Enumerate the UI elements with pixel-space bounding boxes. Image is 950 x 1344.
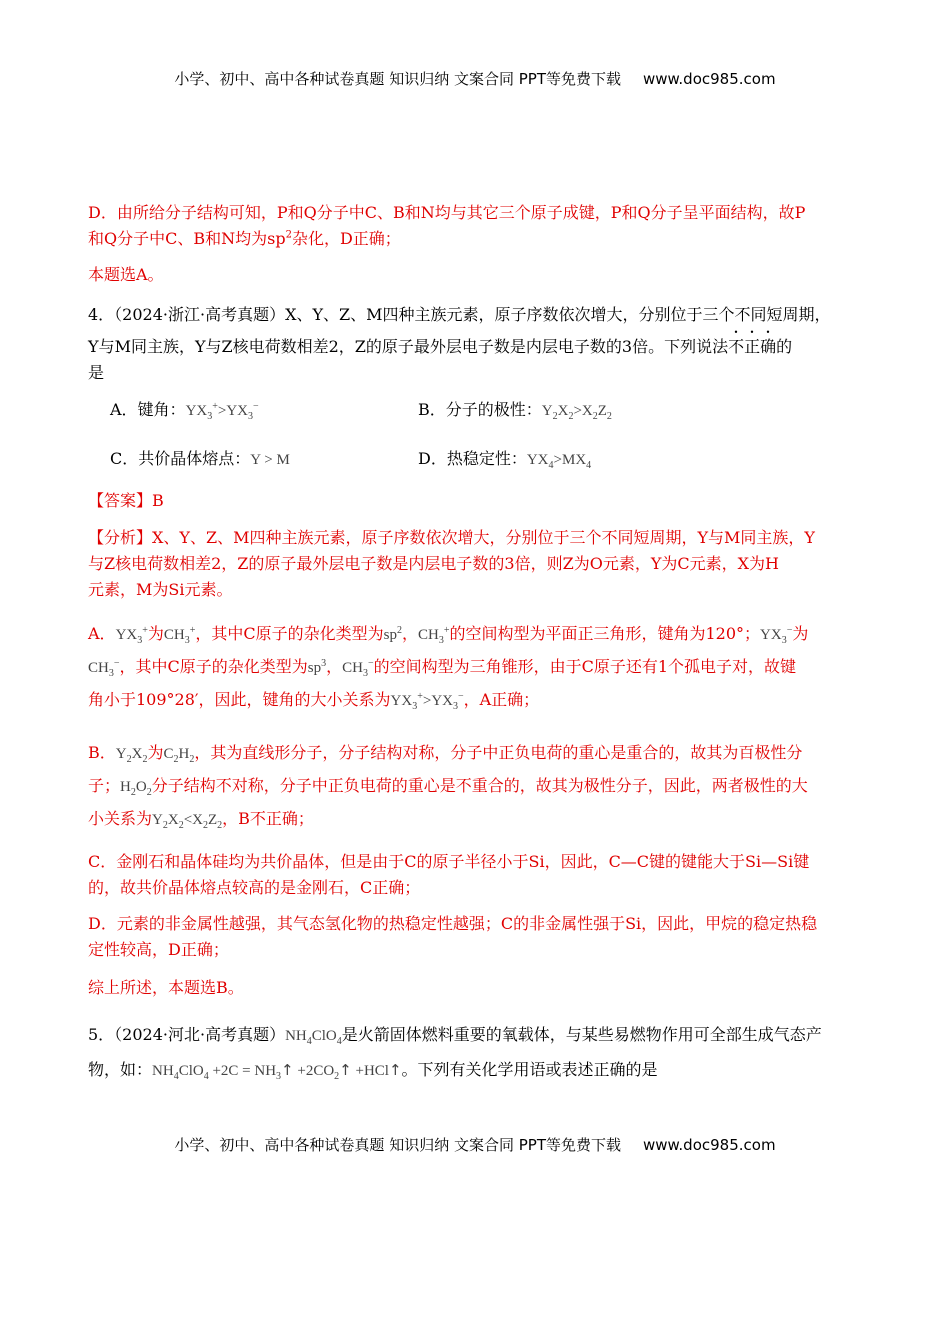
q4-option-c: C．共价晶体熔点：Y > M — [110, 449, 290, 468]
formula-d: $YX_4>MX_4$ — [526, 452, 592, 471]
q4-option-d: D．热稳定性：$YX_4>MX_4$ — [418, 449, 592, 471]
header-text: 小学、初中、高中各种试卷真题 知识归纳 文案合同 PPT等免费下载 — [174, 70, 621, 88]
question-4-stem: 4．（2024·浙江·高考真题）X、Y、Z、M四种主族元素，原子序数依次增大，分别位于三个不同短周期， Y与M同主族，Y与Z核电荷数相差2，Z的原子最外层电子数是内层电子数的3倍。下列说法不正确的 是 — [88, 305, 831, 382]
footer-site: www.doc985.com — [642, 1136, 776, 1154]
q4-answer: 【答案】B — [88, 491, 164, 510]
prev-conclusion: 本题选A。 — [88, 265, 164, 284]
formula-c: Y > M — [250, 452, 290, 468]
footer-text: 小学、初中、高中各种试卷真题 知识归纳 文案合同 PPT等免费下载 — [174, 1136, 621, 1154]
formula-b: $Y_2X_2>X_2Z_2$ — [541, 403, 612, 422]
prev-option-d: D．由所给分子结构可知，P和Q分子中C、B和N均与其它三个原子成键，P和Q分子呈平面结构，故P 和Q分子中C、B和N均为$sp^2$杂化，D正确； — [88, 203, 806, 248]
q4-option-b: B．分子的极性：$Y_2X_2>X_2Z_2$ — [418, 400, 612, 422]
reaction-equation: $NH_4ClO_4 +2C$ = $NH_3↑$ $+2CO_2↑$ +HCl↑ — [152, 1061, 402, 1082]
formula-a: $YX_3^+>YX_3^-$ — [185, 401, 259, 422]
page-footer — [0, 1134, 950, 1155]
q4-analysis: 【分析】X、Y、Z、M四种主族元素，原子序数依次增大，分别位于三个不同短周期，Y与M同主族，Y 与Z核电荷数相差2，Z的原子最外层电子数是内层电子数的3倍，则Z为O元素，Y为C元素，X为H 元素，M为Si元素。 — [88, 528, 815, 599]
emphasis-not-correct: 不正确 — [728, 337, 777, 356]
question-5-stem: 5．（2024·河北·高考真题）$NH_4ClO_4$是火箭固体燃料重要的氧载体，与某些易燃物作用可全部生成气态产 物，如：$NH_4ClO_4 +2C$ = $NH_3↑$ $+2CO_2↑$ +HCl↑。下列有关化学用语或表述正确的是 — [88, 1025, 822, 1082]
q4-explain-d: D．元素的非金属性越强，其气态氢化物的热稳定性越强；C的非金属性强于Si，因此，甲烷的稳定热稳 定性较高，D正确； — [88, 914, 818, 959]
q4-conclusion: 综上所述，本题选B。 — [88, 978, 244, 997]
page-header — [0, 68, 950, 89]
q4-explain-a: A．$YX_3^+$为$CH_3^+$，其中C原子的杂化类型为$sp^2$，$CH_3^+$的空间构型为平面正三角形，键角为120°；$YX_3^-$为 $CH_3^-$，其中C原子的杂化类型为$sp^3$，$CH_3^-$的空间构型为三角锥形，由于C原子还有1个孤电子对，故键 角小于109°28′，因此，键角的大小关系为$YX_3^+>YX_3^-$，A正确； — [88, 624, 809, 712]
header-site: www.doc985.com — [642, 70, 776, 88]
q4-option-a: A．键角：$YX_3^+>YX_3^-$ — [110, 400, 259, 422]
q4-explain-b: B．$Y_2X_2$为$C_2H_2$，其为直线形分子，分子结构对称，分子中正负电荷的重心是重合的，故其为百极性分 子；$H_2O_2$分子结构不对称，分子中正负电荷的重心是不重合的，故其为极性分子，因此，两者极性的大 小关系为$Y_2X_2<X_2Z_2$，B不正确； — [88, 743, 808, 831]
q4-explain-c: C．金刚石和晶体硅均为共价晶体，但是由于C的原子半径小于Si，因此，C—C键的键能大于Si—Si键 的，故共价晶体熔点较高的是金刚石，C正确； — [88, 852, 810, 897]
